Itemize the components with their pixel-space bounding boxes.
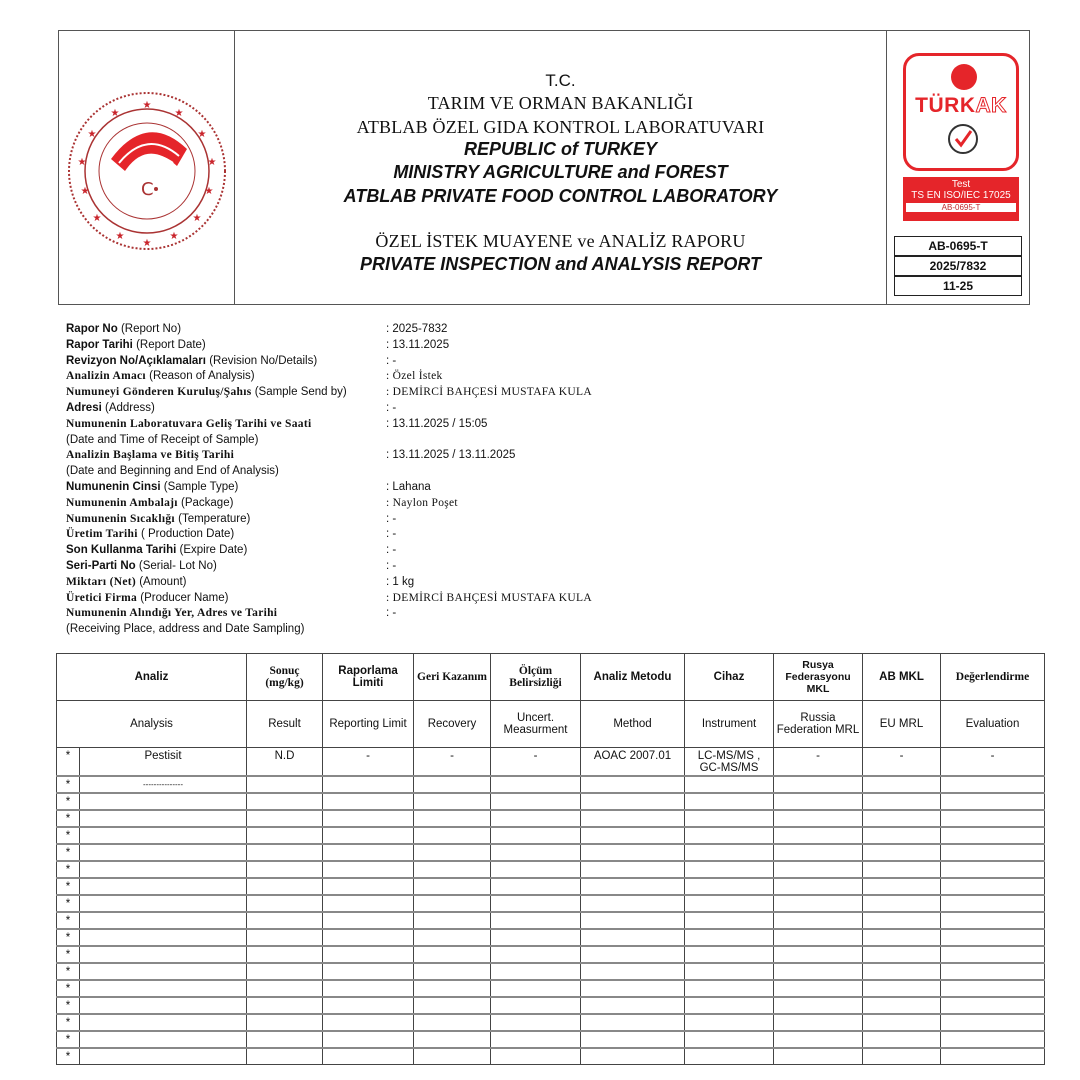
col-header-analysis-en: Analysis (57, 701, 247, 748)
svg-text:C: C (141, 179, 154, 200)
tc-label: T.C. (545, 71, 576, 90)
row-marker: * (57, 895, 80, 912)
cell-eu-mrl: - (863, 748, 941, 777)
info-row-report-no: Rapor No (Report No) : 2025-7832 (66, 323, 448, 335)
info-row-revision: Revizyon No/Açıklamaları (Revision No/Details) : - (66, 354, 397, 367)
info-row-amount: Miktarı (Net) (Amount) : 1 kg (66, 575, 415, 588)
col-header-russia-mrl-en: Russia Federation MRL (774, 701, 863, 748)
table-row (57, 844, 1045, 861)
svg-text:★: ★ (204, 186, 214, 197)
info-row-production-date: Üretim Tarihi ( Production Date) : - (66, 528, 397, 541)
table-row (57, 827, 1045, 844)
cell-russia-mrl: - (774, 748, 863, 777)
col-header-recovery-en: Recovery (414, 701, 491, 748)
svg-text:★: ★ (197, 129, 207, 140)
row-marker: * (57, 844, 80, 861)
row-marker: * (57, 1014, 80, 1031)
table-row (57, 748, 1045, 777)
svg-text:★: ★ (80, 186, 90, 197)
row-marker: * (57, 861, 80, 878)
svg-text:★: ★ (207, 157, 217, 168)
report-header (58, 30, 1030, 305)
row-marker: * (57, 963, 80, 980)
empty-rows (57, 793, 1045, 1065)
accreditation-code: AB-0695-T (894, 236, 1022, 256)
turkak-logo (903, 53, 1019, 171)
col-header-reporting-limit-en: Reporting Limit (323, 701, 414, 748)
report-number-code: 2025/7832 (894, 256, 1022, 276)
row-marker: * (57, 1048, 80, 1065)
col-header-result-en: Result (247, 701, 323, 748)
row-marker: * (57, 929, 80, 946)
table-row (57, 1031, 1045, 1048)
cell-evaluation: - (941, 748, 1045, 777)
report-title-tr: ÖZEL İSTEK MUAYENE ve ANALİZ RAPORU (375, 231, 746, 251)
table-row (57, 776, 1045, 793)
col-header-instrument-en: Instrument (685, 701, 774, 748)
col-header-uncertainty-en: Uncert. Measurment (491, 701, 581, 748)
republic-title-en: REPUBLIC of TURKEY (464, 139, 657, 159)
table-row (57, 912, 1045, 929)
row-marker: * (57, 793, 80, 810)
row-marker: * (57, 1031, 80, 1048)
info-row-report-date: Rapor Tarihi (Report Date) : 13.11.2025 (66, 338, 450, 351)
row-marker: * (57, 980, 80, 997)
band-code: AB-0695-T (906, 203, 1016, 212)
analysis-results-table (56, 653, 1045, 1065)
table-row (57, 929, 1045, 946)
row-marker: * (57, 776, 80, 793)
table-row (57, 1014, 1045, 1031)
ministry-seal-panel (59, 31, 235, 304)
cell-reporting-limit: - (323, 748, 414, 777)
table-header-en (57, 701, 1045, 748)
info-row-reason: Analizin Amacı (Reason of Analysis) : Özel İstek (66, 370, 443, 383)
info-row-address: Adresi (Address) : - (66, 401, 397, 414)
info-row-analysis-dates: Analizin Başlama ve Bitiş Tarihi (Date and Beginning and End of Analysis) : 13.11.2025 / 13.11.2025 (66, 449, 516, 478)
row-marker: * (57, 827, 80, 844)
cell-uncertainty: - (491, 748, 581, 777)
ministry-seal-icon (59, 31, 234, 306)
info-row-temperature: Numunenin Sıcaklığı (Temperature) : - (66, 512, 397, 525)
svg-text:★: ★ (142, 238, 152, 249)
col-header-method-en: Method (581, 701, 685, 748)
row-marker: * (57, 748, 80, 777)
lab-title-tr: ATBLAB ÖZEL GIDA KONTROL LABORATUVARI (356, 117, 765, 137)
info-row-producer: Üretici Firma (Producer Name) : DEMİRCİ BAHÇESİ MUSTAFA KULA (66, 591, 592, 604)
svg-text:★: ★ (87, 129, 97, 140)
cell-recovery: - (414, 748, 491, 777)
lab-title-en: ATBLAB PRIVATE FOOD CONTROL LABORATORY (343, 186, 778, 206)
table-header-tr (57, 654, 1045, 701)
col-header-result-tr: Sonuç (mg/kg) (247, 654, 323, 701)
info-row-sampling-place: Numunenin Alındığı Yer, Adres ve Tarihi (Receiving Place, address and Date Sampling) : - (66, 607, 397, 636)
report-info (66, 322, 766, 638)
svg-text:★: ★ (142, 100, 152, 111)
table-row (57, 997, 1045, 1014)
info-row-expire-date: Son Kullanma Tarihi (Expire Date) : - (66, 544, 397, 557)
col-header-eu-mrl-en: EU MRL (863, 701, 941, 748)
row-marker: * (57, 810, 80, 827)
table-row (57, 963, 1045, 980)
svg-text:★: ★ (92, 213, 102, 224)
check-icon (948, 124, 978, 154)
row-marker: * (57, 912, 80, 929)
svg-text:★: ★ (169, 231, 179, 242)
cell-method: AOAC 2007.01 (581, 748, 685, 777)
header-titles (234, 31, 887, 304)
ministry-title-tr: TARIM VE ORMAN BAKANLIĞI (427, 93, 694, 113)
col-header-evaluation-en: Evaluation (941, 701, 1045, 748)
row-marker: * (57, 878, 80, 895)
svg-text:★: ★ (174, 108, 184, 119)
accreditation-panel (886, 31, 1029, 304)
col-header-method-tr: Analiz Metodu (581, 654, 685, 701)
band-test-label: Test (951, 179, 971, 190)
info-row-lot-no: Seri-Parti No (Serial- Lot No) : - (66, 559, 397, 572)
row-marker: * (57, 997, 80, 1014)
col-header-uncertainty-tr: Ölçüm Belirsizliği (491, 654, 581, 701)
col-header-recovery-tr: Geri Kazanım (414, 654, 491, 701)
col-header-analysis-tr: Analiz (57, 654, 247, 701)
cell-instrument: LC-MS/MS , GC-MS/MS (685, 748, 774, 777)
row-marker: * (57, 946, 80, 963)
report-title-en: PRIVATE INSPECTION and ANALYSIS REPORT (359, 254, 762, 274)
ministry-title-en: MINISTRY AGRICULTURE and FOREST (393, 162, 728, 182)
cell-analysis: --------------- (80, 776, 247, 793)
band-standard-label: TS EN ISO/IEC 17025 (911, 190, 1011, 201)
table-row (57, 861, 1045, 878)
svg-text:★: ★ (192, 213, 202, 224)
turkak-brand-1: TÜRK (915, 94, 976, 117)
svg-text:★: ★ (115, 231, 125, 242)
revision-date-code: 11-25 (894, 276, 1022, 296)
accreditation-band (903, 177, 1019, 221)
col-header-russia-mrl-tr: Rusya Federasyonu MKL (774, 654, 863, 701)
info-row-package: Numunenin Ambalajı (Package) : Naylon Poşet (66, 496, 458, 509)
table-row (57, 946, 1045, 963)
info-row-sample-type: Numunenin Cinsi (Sample Type) : Lahana (66, 480, 431, 493)
crescent-icon (951, 64, 977, 90)
table-row (57, 1048, 1045, 1065)
table-row (57, 793, 1045, 810)
table-row (57, 895, 1045, 912)
svg-text:★: ★ (77, 157, 87, 168)
svg-text:★: ★ (110, 108, 120, 119)
col-header-evaluation-tr: Değerlendirme (941, 654, 1045, 701)
table-row (57, 980, 1045, 997)
cell-result: N.D (247, 748, 323, 777)
table-row (57, 810, 1045, 827)
col-header-instrument-tr: Cihaz (685, 654, 774, 701)
info-row-receipt: Numunenin Laboratuvara Geliş Tarihi ve Saati (Date and Time of Receipt of Sample) : 13.11.2025 / 15:05 (66, 417, 488, 446)
turkak-brand-2: AK (975, 94, 1007, 117)
cell-analysis: Pestisit (80, 748, 247, 777)
table-row (57, 878, 1045, 895)
info-row-sender: Numuneyi Gönderen Kuruluş/Şahıs (Sample Send by) : DEMİRCİ BAHÇESİ MUSTAFA KULA (66, 386, 592, 399)
col-header-eu-mrl-tr: AB MKL (863, 654, 941, 701)
col-header-reporting-limit-tr: Raporlama Limiti (323, 654, 414, 701)
